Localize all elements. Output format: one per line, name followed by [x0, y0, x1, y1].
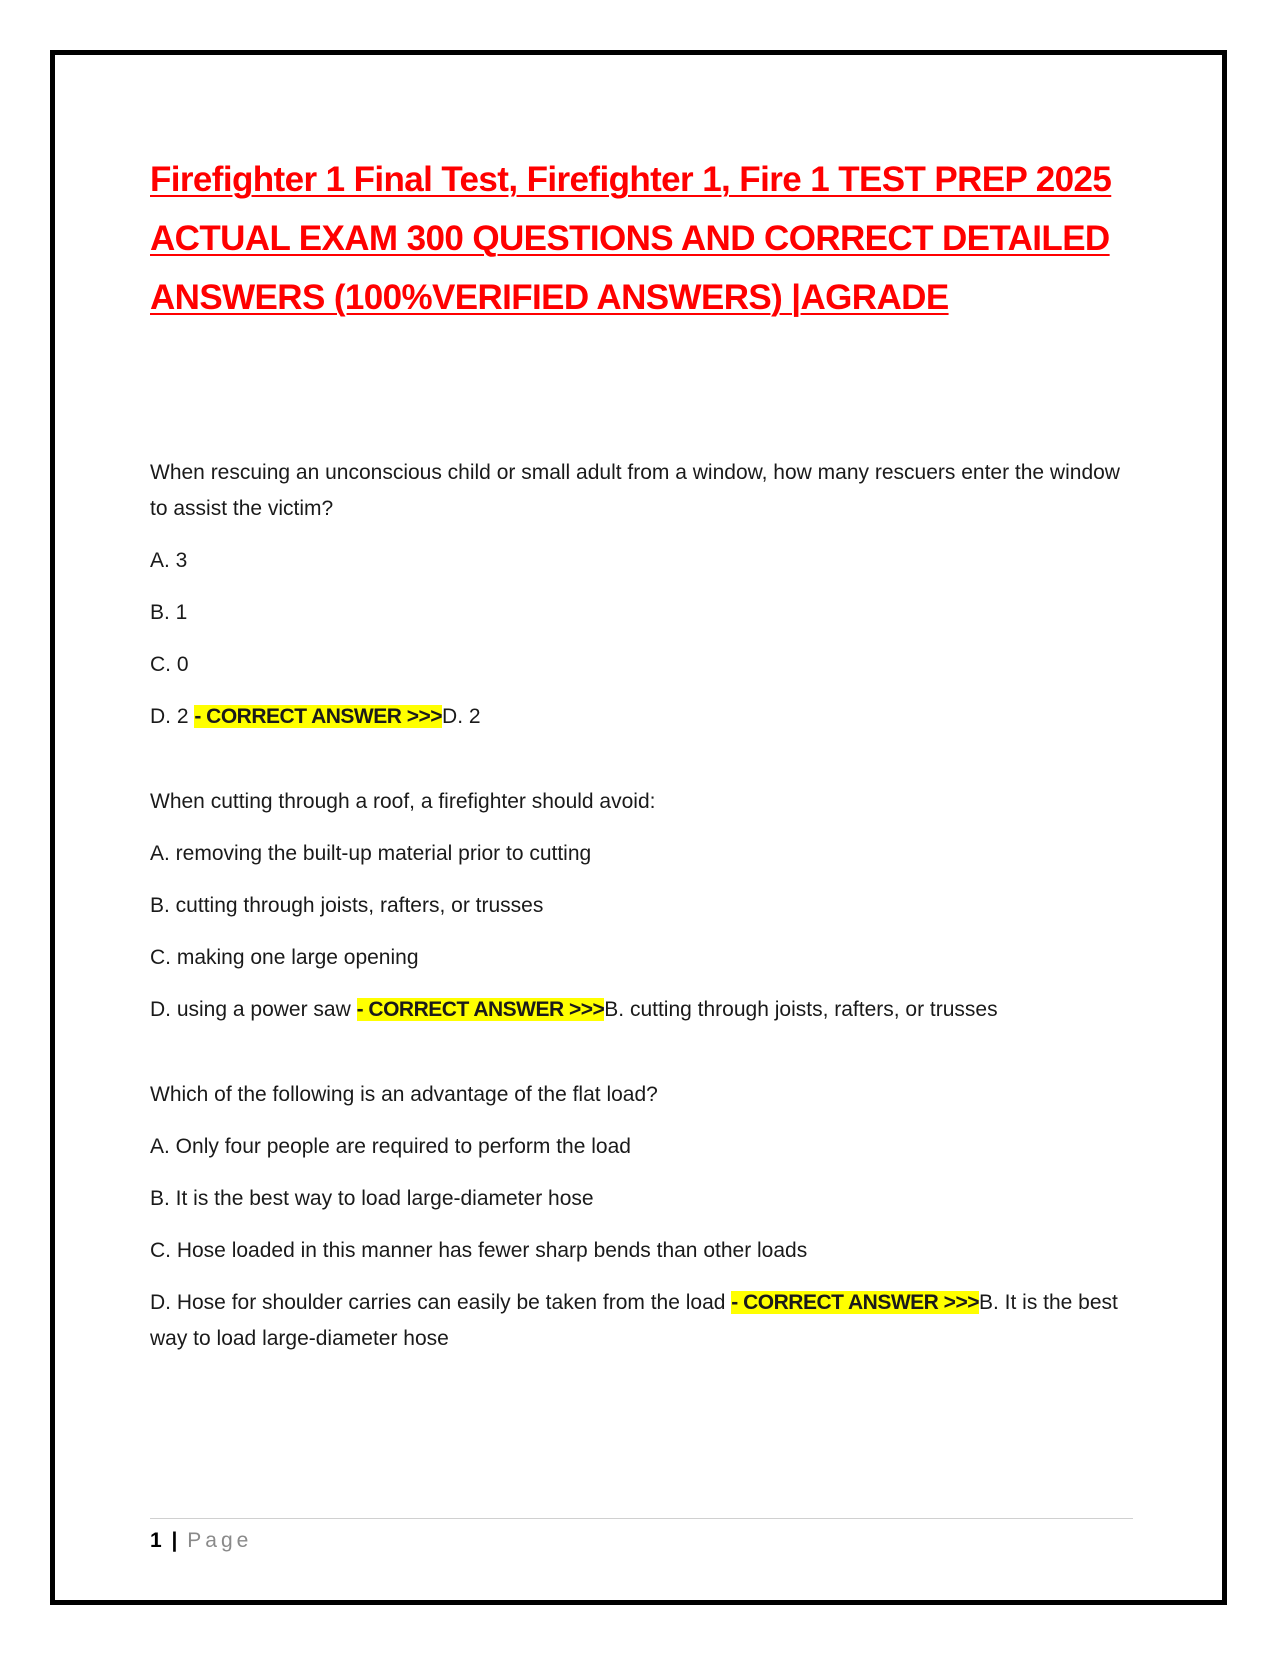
option-b: B. It is the best way to load large-diameter hose	[150, 1187, 594, 1210]
option-d	[150, 1285, 1140, 1357]
footer-divider	[150, 1518, 1133, 1519]
option-b: B. 1	[150, 601, 188, 624]
page-number: 1	[150, 1529, 162, 1552]
document-title: Firefighter 1 Final Test, Firefighter 1, Fire 1 TEST PREP 2025 ACTUAL EXAM 300 QUESTIONS AND CORRECT DETAILED ANSWERS (100%VERIFIED ANSWERS) |AGRADE	[150, 160, 1112, 317]
question-3	[150, 1077, 1140, 1357]
correct-answer-marker: - CORRECT ANSWER >>>	[356, 998, 605, 1021]
option-a: A. Only four people are required to perform the load	[150, 1135, 631, 1158]
page-footer	[150, 1523, 252, 1559]
option-c: C. making one large opening	[150, 946, 419, 969]
correct-answer-text: B. It is the best way to load large-diameter hose	[150, 1291, 1118, 1350]
question-text: When rescuing an unconscious child or small adult from a window, how many rescuers enter the window to assist the victim?	[150, 461, 1120, 520]
option-b: B. cutting through joists, rafters, or trusses	[150, 894, 544, 917]
page-separator: |	[171, 1529, 178, 1552]
question-text: Which of the following is an advantage of the flat load?	[150, 1083, 658, 1106]
correct-answer-text: B. cutting through joists, rafters, or trusses	[604, 998, 998, 1021]
correct-answer-marker: - CORRECT ANSWER >>>	[731, 1291, 979, 1314]
option-a: A. 3	[150, 549, 188, 572]
question-text: When cutting through a roof, a firefighter should avoid:	[150, 790, 656, 813]
option-d	[150, 699, 1140, 735]
correct-answer-text: D. 2	[442, 705, 481, 728]
option-d-text: D. Hose for shoulder carries can easily be taken from the load	[150, 1291, 732, 1314]
question-list	[150, 455, 1140, 1357]
question-1	[150, 455, 1140, 735]
option-a: A. removing the built-up material prior to cutting	[150, 842, 592, 865]
document-content	[150, 150, 1140, 1406]
question-2	[150, 784, 1140, 1028]
option-d-text: D. using a power saw	[150, 998, 357, 1021]
option-d	[150, 992, 1140, 1028]
option-c: C. Hose loaded in this manner has fewer sharp bends than other loads	[150, 1239, 808, 1262]
correct-answer-marker: - CORRECT ANSWER >>>	[194, 705, 443, 728]
page-label: Page	[187, 1529, 253, 1552]
option-d-text: D. 2	[150, 705, 195, 728]
option-c: C. 0	[150, 653, 189, 676]
